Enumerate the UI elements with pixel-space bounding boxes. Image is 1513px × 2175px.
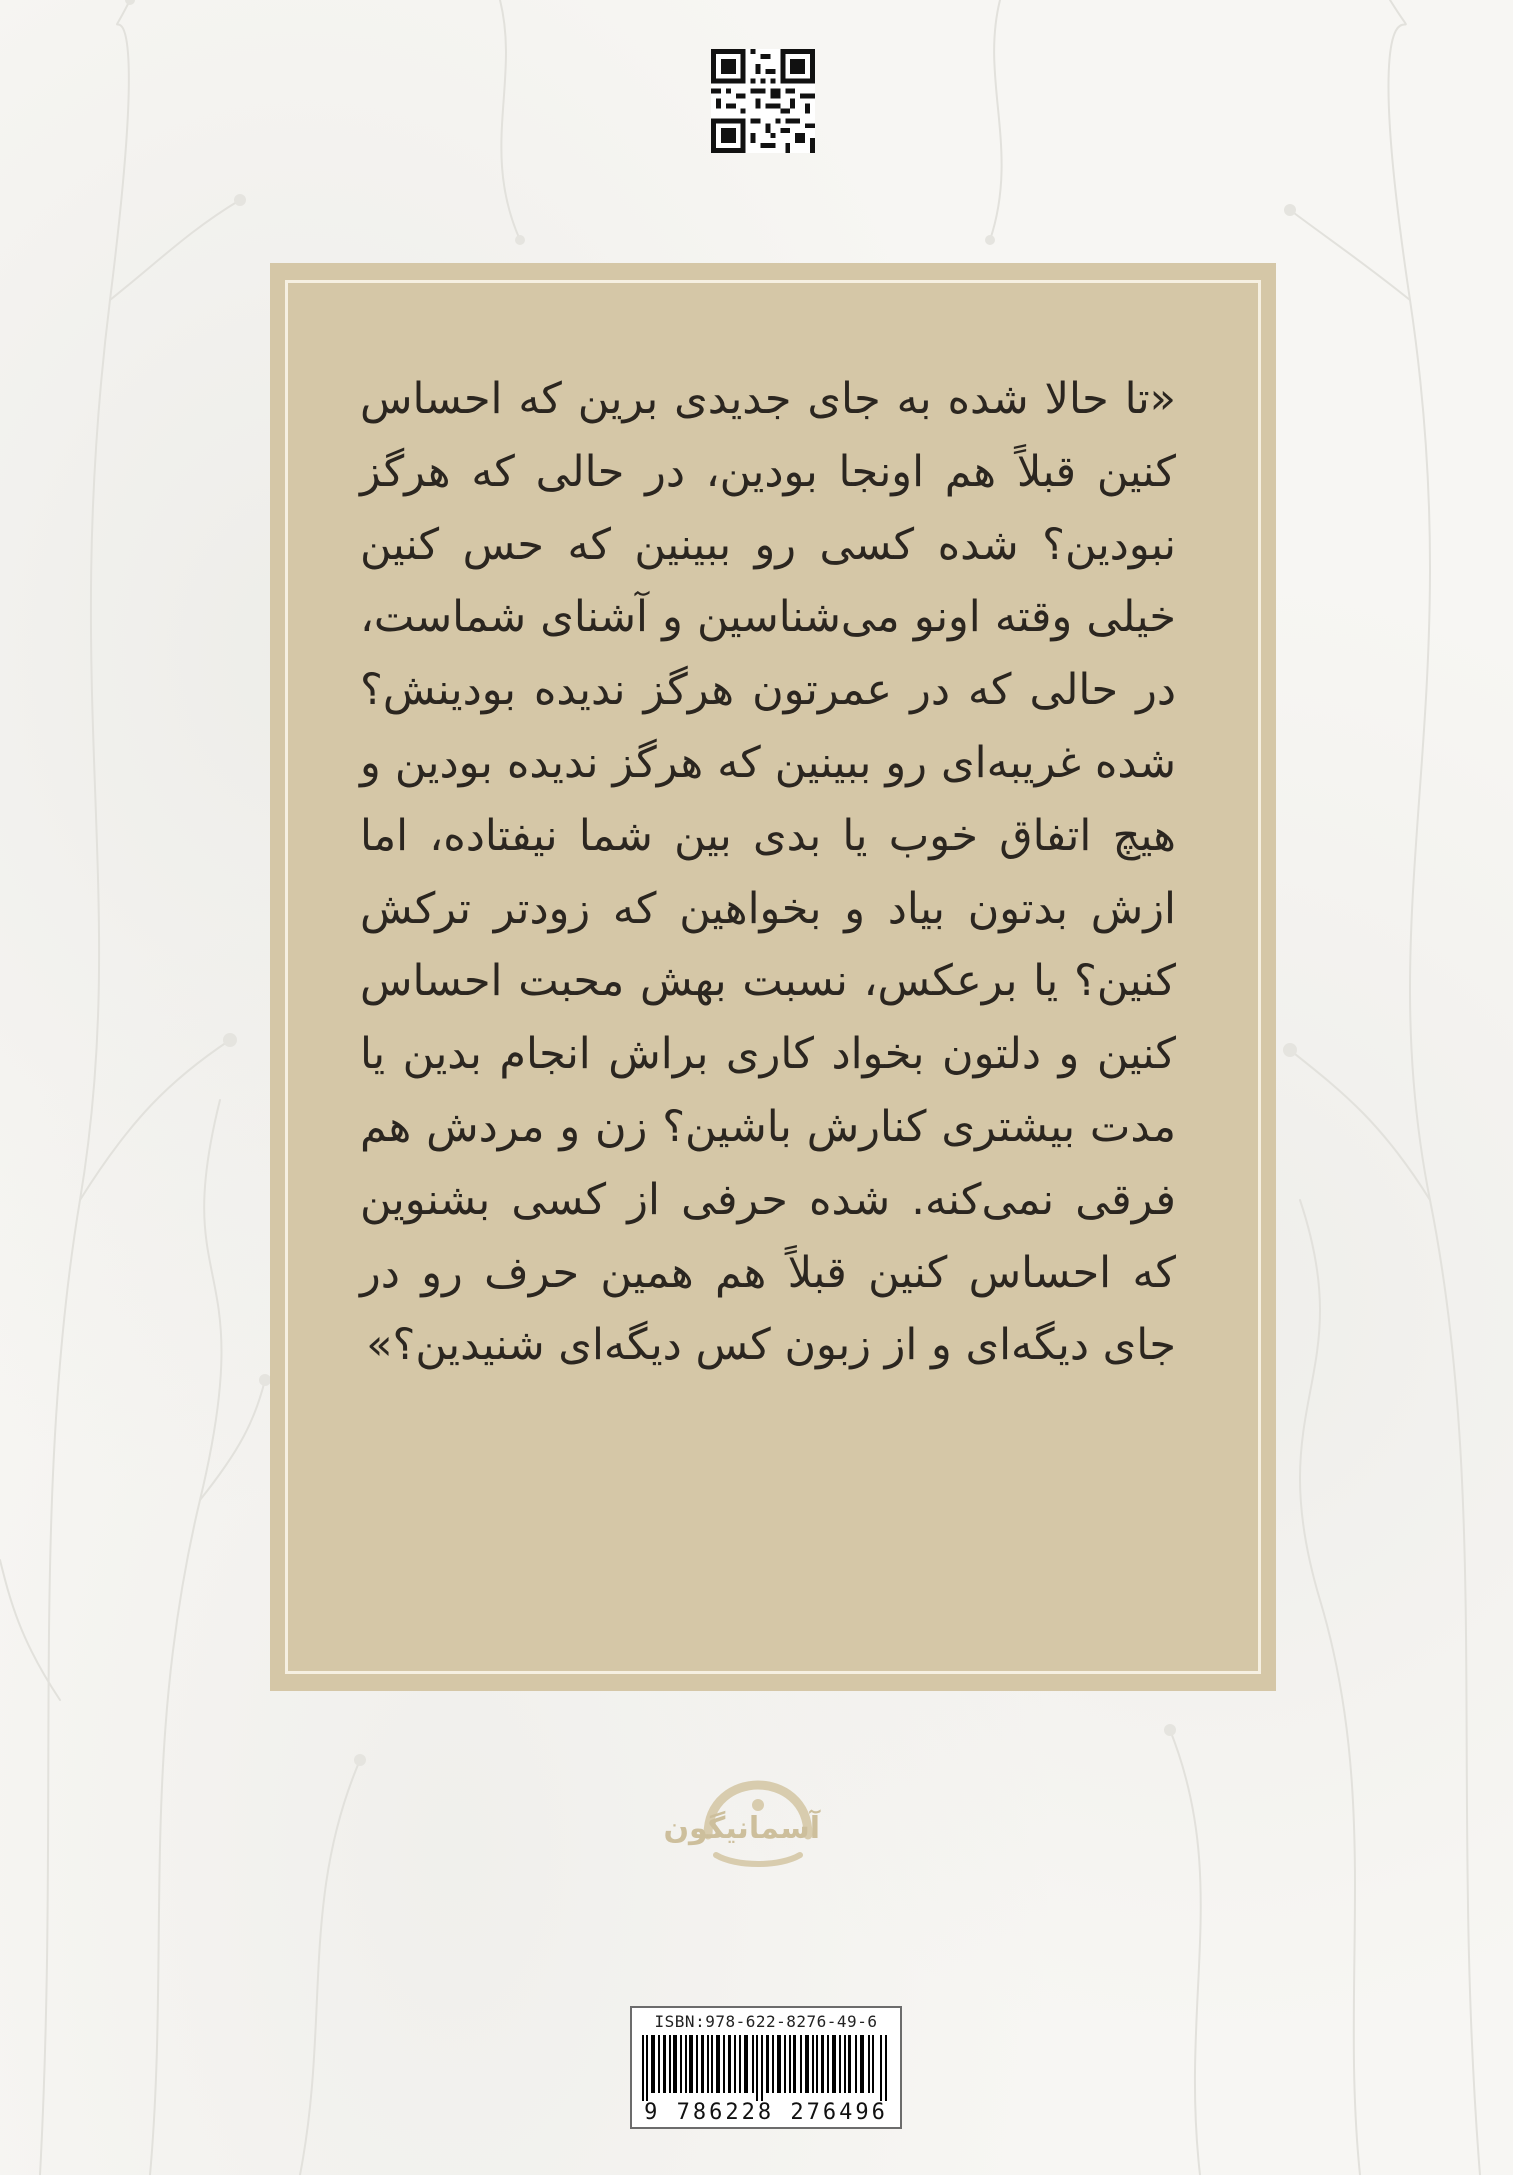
isbn-barcode bbox=[630, 2006, 902, 2129]
qr-code bbox=[711, 49, 815, 153]
publisher-logo-text: آسمانیگون bbox=[663, 1811, 820, 1846]
publisher-logo bbox=[663, 1775, 820, 1875]
barcode-bars bbox=[640, 2035, 892, 2101]
blurb-quote: «تا حالا شده به جای جدیدی برین که احساس کنین قبلاً هم اونجا بودین، در حالی که هرگز نبودین؟ شده کسی رو ببینین که حس کنین خیلی وقته اونو می‌شناسین و آشنای شماست، در حالی که در عمرتون هرگز ندیده بودینش؟ شده غریبه‌ای رو ببینین که هرگز ندیده بودین و هیچ اتفاق خوب یا بدی بین شما نیفتاده، اما ازش بدتون بیاد و بخواهین که زودتر ترکش کنین؟ یا برعکس، نسبت بهش محبت احساس کنین و دلتون بخواد کاری براش انجام بدین یا مدت بیشتری کنارش باشین؟ زن و مردش هم فرقی نمی‌کنه. شده حرفی از کسی بشنوین که احساس کنین قبلاً هم همین حرف رو در جای دیگه‌ای و از زبون کس دیگه‌ای شنیدین؟» bbox=[360, 374, 1176, 1371]
quote-panel bbox=[270, 263, 1276, 1691]
barcode-number: 9 786228 276496 bbox=[644, 2100, 888, 2125]
isbn-label: ISBN:978-622-8276-49-6 bbox=[654, 2012, 878, 2031]
